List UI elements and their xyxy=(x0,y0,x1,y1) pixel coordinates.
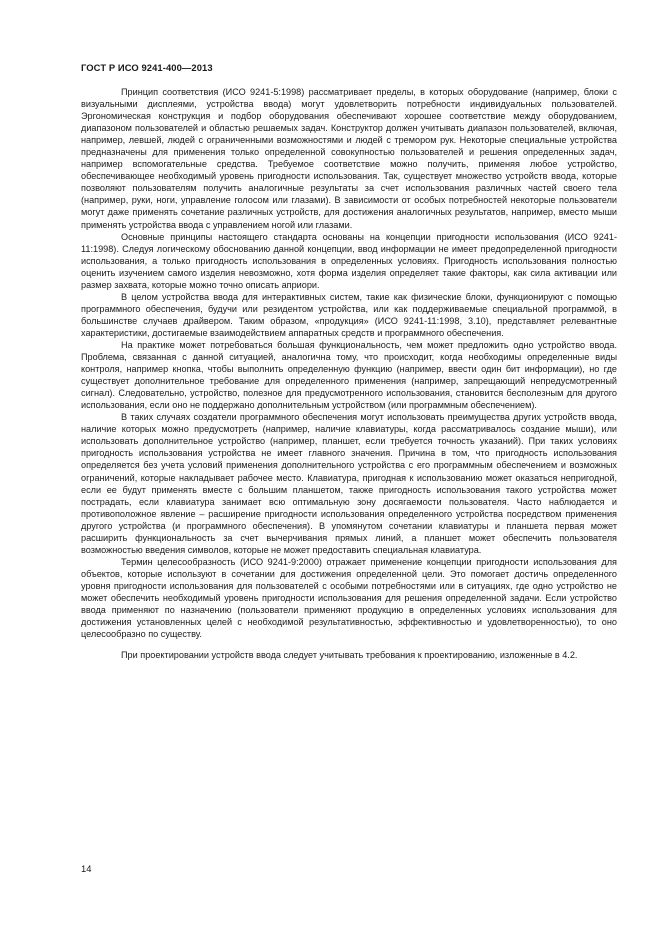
document-body xyxy=(81,86,617,661)
paragraph: В целом устройства ввода для интерактивных систем, такие как физические блоки, функционируют с помощью программного обеспечения, будучи или резидентом устройства, или как поддерживаемые специальной программой, в большинстве случаев драйвером. Таким образом, «продукция» (ИСО 9241-11:1998, 3.10), представляет релевантные характеристики, достигаемые взаимодействием аппаратных средств и программного обеспечения. xyxy=(81,291,617,338)
paragraph: В таких случаях создатели программного обеспечения могут использовать преимущества других устройств ввода, наличие которых можно предусмотреть (например, наличие клавиатуры, когда рассматривалось создание мыши), или использовать дополнительное устройство (например, планшет, если требуется точность указаний). При таких условиях пригодность использования устройства не имеет главного значения. Причина в том, что пригодность использования определяется без учета условий применения дополнительного устройства с его программным обеспечением и возможных ограничений, которые накладывает рабочее место. Клавиатура, пригодная к использованию может оказаться непригодной, если ее будут применять вместе с большим планшетом, также пригодность использования такого устройства может пострадать, если клавиатура занимает всю оптимальную зону досягаемости пользователя. Часто наблюдается и противоположное явление – расширение пригодности использования определенного устройства посредством применения другого устройства (и программного обеспечения). В упомянутом сочетании клавиатуры и планшета первая может расширить функциональность за счет вычерчивания прямых линий, а планшет может обеспечить пользователя возможностью введения символов, которые не может предоставить специальная клавиатура. xyxy=(81,412,617,555)
page-number: 14 xyxy=(81,863,92,874)
paragraph: На практике может потребоваться большая функциональность, чем может предложить одно устройство ввода. Проблема, связанная с данной ситуацией, аналогична тому, что происходит, когда необходимы определенные виды контроля, например кнопка, чтобы выполнить определенную функцию (например, ввести один бит информации), но где существует дополнительное требование для определенного применения (например, запрещающий непредусмотренный сигнал). Следовательно, устройство, полезное для предусмотренного использования, становится бесполезным для другого использования, если оно не поддержано дополнительным устройством (или программным обеспечением). xyxy=(81,339,617,411)
paragraph: Основные принципы настоящего стандарта основаны на концепции пригодности использования (ИСО 9241-11:1998). Следуя логическому обоснованию данной концепции, ввод информации не имеет предопределенной пригодности использования, а только пригодность использования в определенных условиях. Пригодность использования полностью оценить изучением самого изделия невозможно, хотя форма изделия определяет такие факторы, как сила активации или размер захвата, которые можно точно описать априори. xyxy=(81,231,617,290)
document-header: ГОСТ Р ИСО 9241-400—2013 xyxy=(81,62,213,73)
paragraph: Термин целесообразность (ИСО 9241-9:2000) отражает применение концепции пригодности использования для объектов, которые используют в сочетании для достижения определенной цели. Это помогает достичь определенного уровня пригодности использования для пользователей с особыми потребностями или в ситуациях, где одно устройство не может обеспечить необходимый уровень пригодности использования для решения определенной задачи. Если устройство ввода применяют по назначению (пользователи применяют продукцию в определенных условиях использования для достижения установленных целей с необходимой результативностью, эффективностью и удовлетворенностью), то оно целесообразно по существу. xyxy=(81,556,617,640)
paragraph: Принцип соответствия (ИСО 9241-5:1998) рассматривает пределы, в которых оборудование (например, блоки с визуальными дисплеями, устройства ввода) могут удовлетворить потребности индивидуальных пользователей. Эргономическая конструкция и подбор оборудования обеспечивают хорошее соответствие между оборудованием, диапазоном пользователей и областью решаемых задач. Конструктор должен учитывать диапазон пользователей, включая, например, левшей, людей с ограниченными возможностями и людей с тремором рук. Некоторые специальные устройства предназначены для применения только определенной совокупностью пользователей и решения определенных задач, например вспомогательные средства. Требуемое соответствие можно получить, применяя любое устройство, обеспечивающее необходимый уровень пригодности использования. Так, существует множество устройств ввода, которые позволяют пользователям получить аналогичные результаты за счет использования различных частей своего тела (например, руки, ноги, управление голосом или глазами). В зависимости от особых потребностей некоторые пользователи могут даже применять сочетание различных устройств, для достижения аналогичных результатов, например, вместо мыши применять устройства ввода с управлением ногой или глазами. xyxy=(81,87,617,230)
paragraph: При проектировании устройств ввода следует учитывать требования к проектированию, изложенные в 4.2. xyxy=(121,650,578,661)
